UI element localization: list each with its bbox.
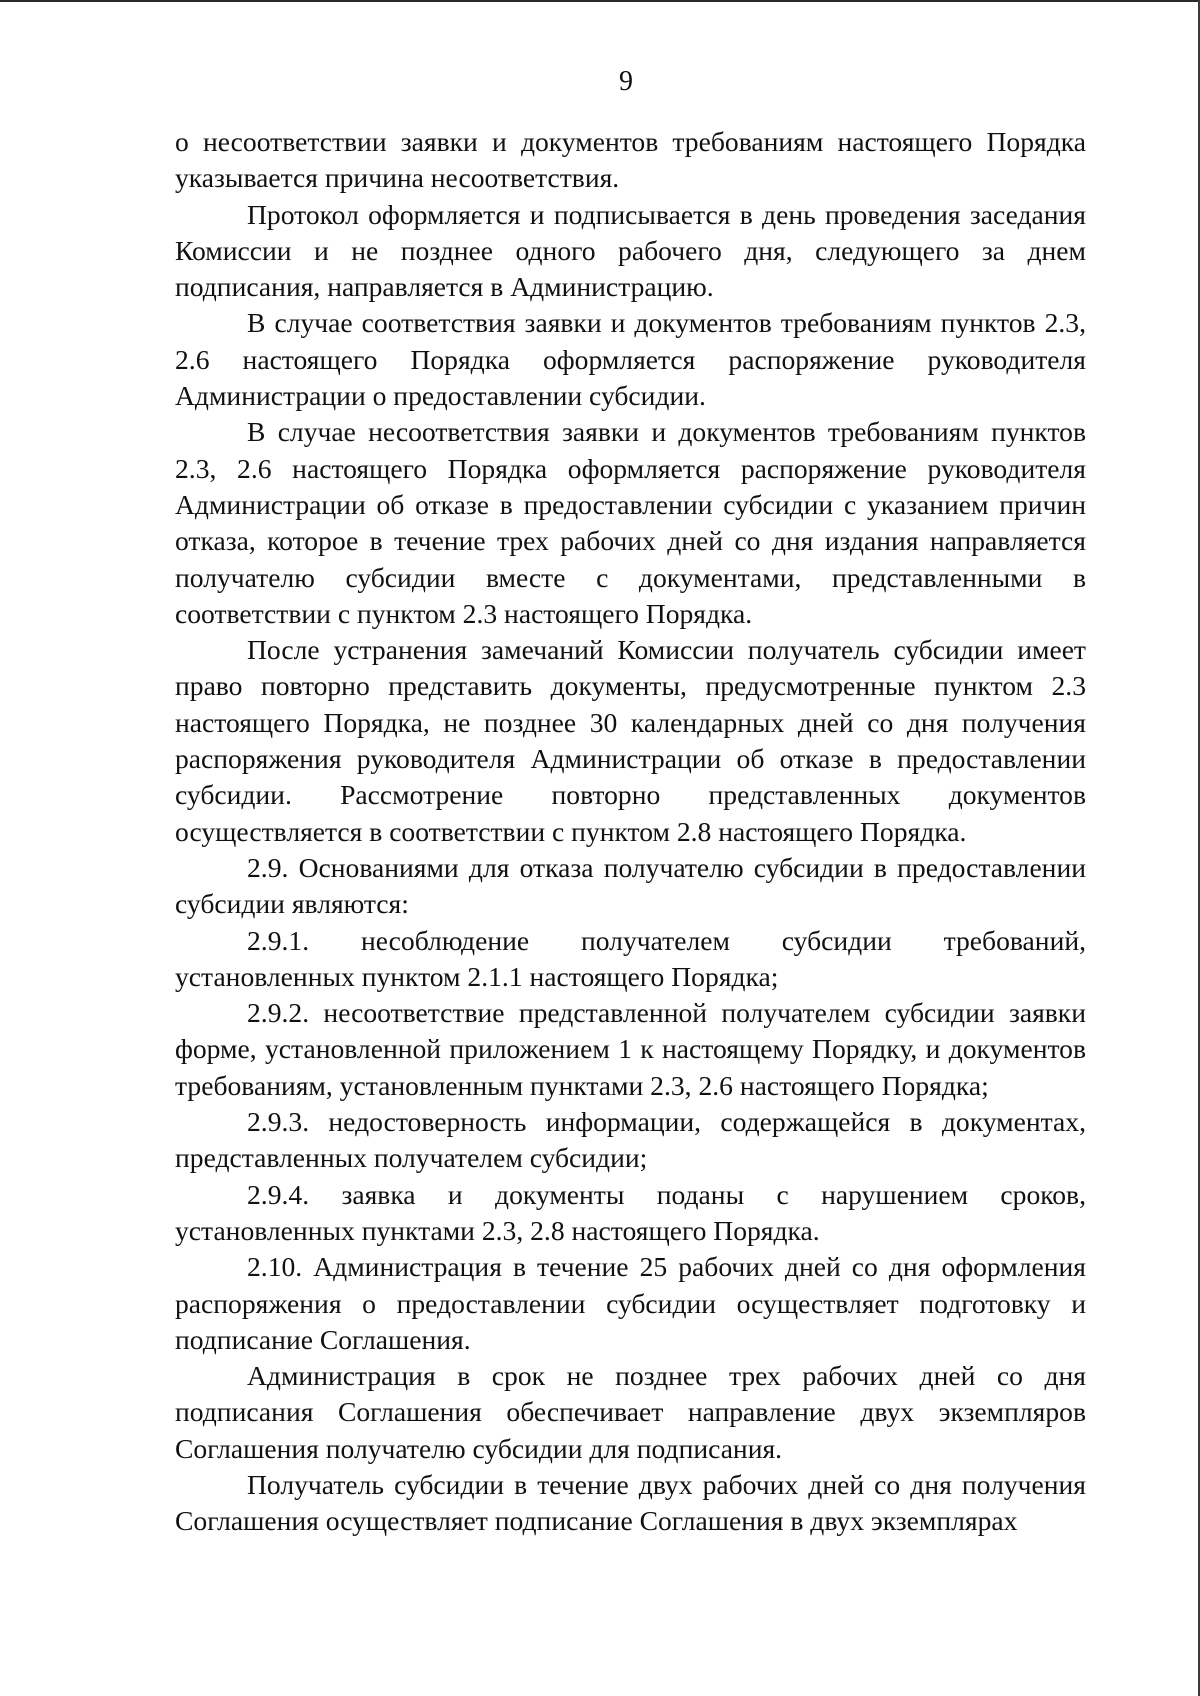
paragraph-administration-deadline: Администрация в срок не позднее трех рабочих дней со дня подписания Соглашения обеспечивает направление двух экземпляров Соглашения получателю субсидии для подписания. bbox=[175, 1360, 1086, 1464]
paragraph-recipient-signing: Получатель субсидии в течение двух рабочих дней со дня получения Соглашения осуществляет подписание Соглашения в двух экземплярах bbox=[175, 1468, 1086, 1537]
paragraph-continuation: о несоответствии заявки и документов требованиям настоящего Порядка указывается причина несоответствия. bbox=[175, 126, 1086, 194]
paragraph-2-9-1: 2.9.1. несоблюдение получателем субсидии требований, установленных пунктом 2.1.1 настоящего Порядка; bbox=[175, 924, 1086, 992]
paragraph-noncompliance: В случае несоответствия заявки и документов требованиям пунктов 2.3, 2.6 настоящего Порядка оформляется распоряжение руководителя Администрации об отказе в предоставлении субсидии с указанием причин отказа, которое в течение трех рабочих дней со дня издания направляется получателю субсидии вместе с документами, представленными в соответствии с пунктом 2.3 настоящего Порядка. bbox=[175, 416, 1086, 629]
paragraph-resubmission: После устранения замечаний Комиссии получатель субсидии имеет право повторно представить документы, предусмотренные пунктом 2.3 настоящего Порядка, не позднее 30 календарных дней со дня получения распоряжения руководителя Администрации об отказе в предоставлении субсидии. Рассмотрение повторно представленных документов осуществляется в соответствии с пунктом 2.8 настоящего Порядка. bbox=[175, 634, 1086, 847]
document-body bbox=[175, 124, 1086, 1540]
paragraph-protocol: Протокол оформляется и подписывается в день проведения заседания Комиссии и не позднее одного рабочего дня, следующего за днем подписания, направляется в Администрацию. bbox=[175, 198, 1086, 303]
paragraph-2-10: 2.10. Администрация в течение 25 рабочих дней со дня оформления распоряжения о предоставлении субсидии осуществляет подготовку и подписание Соглашения. bbox=[175, 1251, 1086, 1355]
paragraph-2-9: 2.9. Основаниями для отказа получателю субсидии в предоставлении субсидии являются: bbox=[175, 851, 1086, 920]
page-top-edge bbox=[0, 0, 1200, 2]
paragraph-2-9-3: 2.9.3. недостоверность информации, содержащейся в документах, представленных получателем субсидии; bbox=[175, 1106, 1086, 1174]
paragraph-2-9-2: 2.9.2. несоответствие представленной получателем субсидии заявки форме, установленной приложением 1 к настоящему Порядку, и документов требованиям, установленным пунктами 2.3, 2.6 настоящего Порядка; bbox=[175, 997, 1086, 1101]
paragraph-2-9-4: 2.9.4. заявка и документы поданы с нарушением сроков, установленных пунктами 2.3, 2.8 настоящего Порядка. bbox=[175, 1178, 1086, 1246]
paragraph-compliance: В случае соответствия заявки и документов требованиям пунктов 2.3, 2.6 настоящего Порядка оформляется распоряжение руководителя Администрации о предоставлении субсидии. bbox=[175, 307, 1086, 412]
page-number: 9 bbox=[619, 66, 633, 97]
